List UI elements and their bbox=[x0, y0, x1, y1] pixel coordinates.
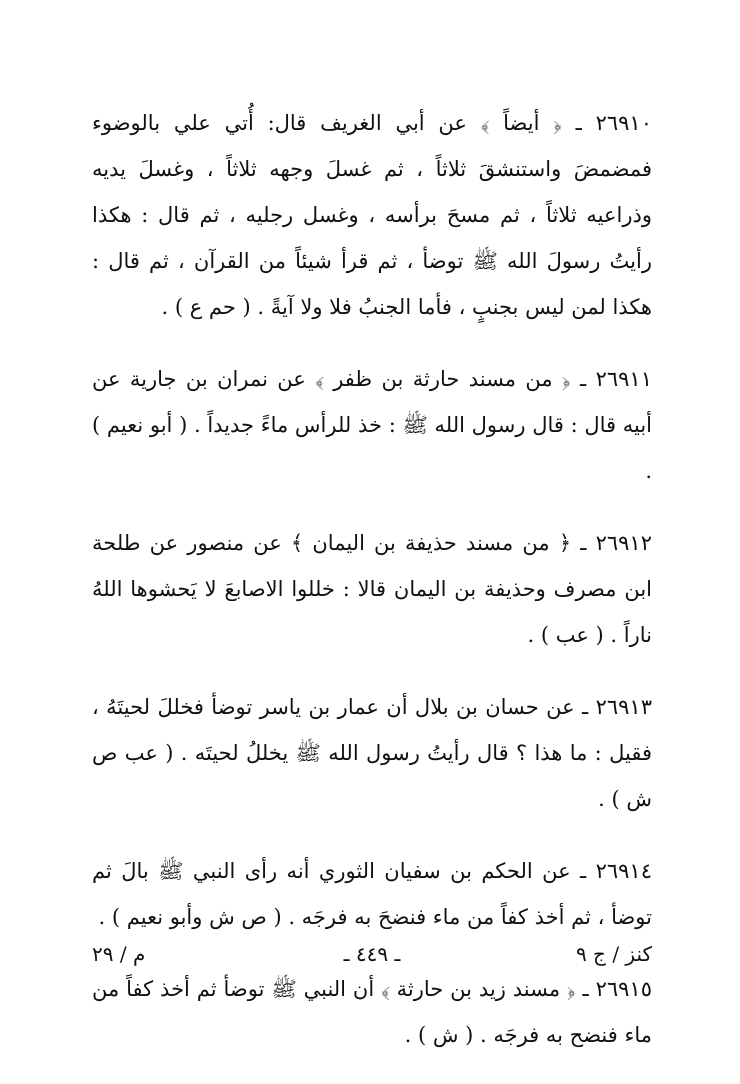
page-footer bbox=[92, 942, 652, 982]
page-number: ـ ٤٤٩ ـ bbox=[343, 942, 401, 966]
signature-mark: م / ٢٩ bbox=[92, 942, 146, 966]
entry-26914: ٢٦٩١٤ ـ عن الحكم بن سفيان الثوري أنه رأى النبي ﷺ بالَ ثم توضأ ، ثم أخذ كفاً من ماء فنضحَ به فرجَه . ( ص ش وأبو نعيم ) . bbox=[92, 859, 652, 929]
volume-reference: كنز / ج ٩ bbox=[575, 942, 652, 966]
entry-26915: ٢٦٩١٥ ـ ﴿ مسند زيد بن حارثة ﴾ أن النبي ﷺ توضأ ثم أخذ كفاً من ماء فنضح به فرجَه . ( ش ) . bbox=[92, 977, 652, 1047]
entry-26912: ٢٦٩١٢ ـ ﴿ من مسند حذيفة بن اليمان ﴾ عن منصور عن طلحة ابن مصرف وحذيفة بن اليمان قالا : خللوا الاصابعَ لا يَحشوها اللهُ ناراً . ( عب ) . bbox=[92, 531, 652, 647]
entry-26913: ٢٦٩١٣ ـ عن حسان بن بلال أن عمار بن ياسر توضأ فخللَ لحيتَهُ ، فقيل : ما هذا ؟ قال رأيتُ رسول الله ﷺ يخللُ لحيتَه . ( عب ص ش ) . bbox=[92, 695, 652, 811]
entry-26910: ٢٦٩١٠ ـ ﴿ أيضاً ﴾ عن أبي الغريف قال: أُتي علي بالوضوء فمضمضَ واستنشقَ ثلاثاً ، ثم غسلَ وجهه ثلاثاً ، وغسلَ يديه وذراعيه ثلاثاً ، ثم مسحَ برأسه ، وغسل رجليه ، ثم قال : هكذا رأيتُ رسولَ الله ﷺ توضأ ، ثم قرأ شيئاً من القرآن ، ثم قال : هكذا لمن ليس بجنبٍ ، فأما الجنبُ فلا ولا آيةً . ( حم ع ) . bbox=[92, 111, 652, 319]
entries-block bbox=[92, 100, 652, 1058]
entry-26911: ٢٦٩١١ ـ ﴿ من مسند حارثة بن ظفر ﴾ عن نمران بن جارية عن أبيه قال : قال رسول الله ﷺ : خذ للرأس ماءً جديداً . ( أبو نعيم ) . bbox=[92, 367, 652, 483]
